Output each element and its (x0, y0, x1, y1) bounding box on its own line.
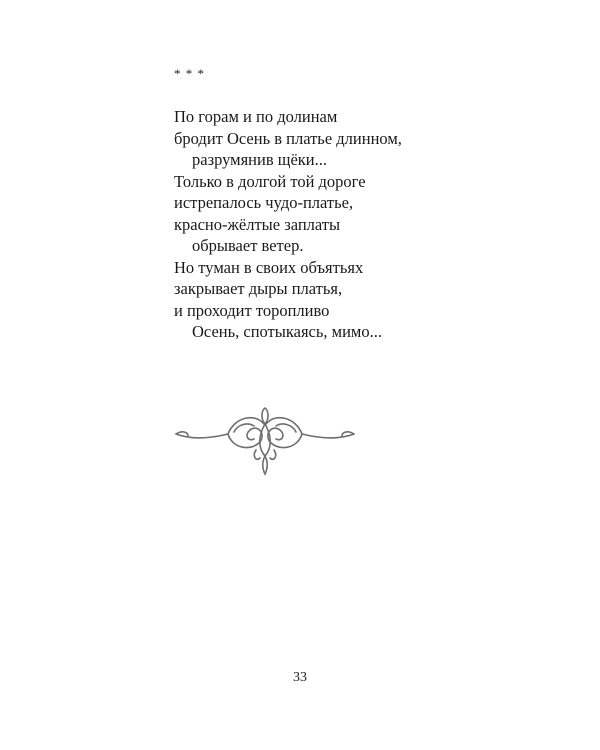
poem-line: По горам и по долинам (174, 107, 338, 126)
poem (174, 106, 402, 343)
flourish-divider-icon (172, 404, 358, 484)
page-number: 33 (293, 670, 307, 685)
section-mark: * * * (174, 66, 205, 81)
poem-line: Осень, спотыкаясь, мимо... (192, 322, 382, 341)
poem-line: истрепалось чудо-платье, (174, 193, 354, 212)
poem-line: разрумянив щёки... (192, 150, 328, 169)
poem-line: Но туман в своих объятьях (174, 257, 364, 277)
poem-line: и проходит торопливо (174, 300, 330, 320)
poem-line: закрывает дыры платья, (174, 279, 343, 298)
poem-line: обрывает ветер. (192, 236, 304, 255)
poem-line: красно-жёлтые заплаты (174, 214, 341, 234)
poem-line: Только в долгой той дороге (174, 171, 366, 191)
poem-line: бродит Осень в платье длинном, (174, 128, 402, 148)
